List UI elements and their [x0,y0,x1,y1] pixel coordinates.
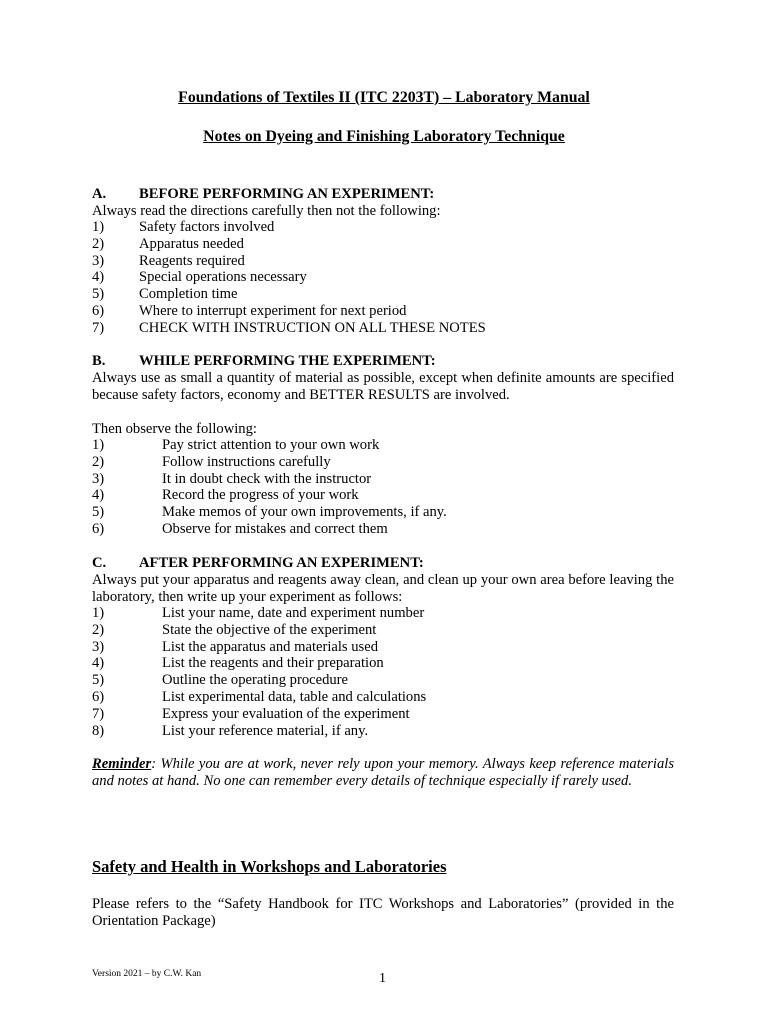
document-title: Foundations of Textiles II (ITC 2203T) – Laboratory Manual [178,89,590,106]
list-item-text: CHECK WITH INSTRUCTION ON ALL THESE NOTES [139,319,486,336]
list-item-text: Express your evaluation of the experiment [162,705,410,722]
list-item-text: List your name, date and experiment number [162,605,425,621]
list-item-text: State the objective of the experiment [162,621,377,638]
list-item-text: List experimental data, table and calculations [162,689,427,705]
list-item-text: Reagents required [139,252,245,269]
reminder-text: : While you are at work, never rely upon your memory. Always keep reference materials and notes at hand. No one can remember every details of technique especially if rarely used. [92,756,674,789]
list-item-number: 3) [92,638,105,655]
list-item-text: List the reagents and their preparation [162,655,384,672]
section-a-heading: BEFORE PERFORMING AN EXPERIMENT: [139,186,435,202]
list-item-number: 4) [92,269,105,286]
list-item-number: 5) [92,672,105,689]
document-subtitle: Notes on Dyeing and Finishing Laboratory Technique [203,128,565,145]
safety-heading: Safety and Health in Workshops and Laboratories [92,857,447,876]
section-c-intro: Always put your apparatus and reagents away clean, and clean up your own area before leaving the laboratory, then write up your experiment as follows: [92,572,674,605]
list-item-text: Where to interrupt experiment for next period [139,303,407,319]
list-item-number: 3) [92,252,105,269]
safety-text: Please refers to the “Safety Handbook for ITC Workshops and Laboratories” (provided in the Orientation Package) [92,896,674,929]
section-b-intro: Always use as small a quantity of material as possible, except when definite amounts are specified because safety factors, economy and BETTER RESULTS are involved. [92,370,674,403]
list-item-text: List your reference material, if any. [162,722,369,739]
section-a-letter: A. [92,186,107,202]
list-item-text: It in doubt check with the instructor [162,470,372,487]
list-item-number: 7) [92,705,105,722]
section-c-letter: C. [92,555,107,571]
reminder-paragraph [92,756,674,790]
section-c-heading: AFTER PERFORMING AN EXPERIMENT: [139,555,424,571]
list-item-number: 3) [92,470,105,487]
list-item-text: Pay strict attention to your own work [162,437,380,453]
list-item-text: Follow instructions carefully [162,453,331,470]
list-item-number: 1) [92,437,105,453]
list-item-number: 4) [92,655,105,672]
list-item-text: List the apparatus and materials used [162,638,378,655]
section-b-heading: WHILE PERFORMING THE EXPERIMENT: [139,353,436,369]
list-item-text: Make memos of your own improvements, if any. [162,504,447,521]
list-item-text: Completion time [139,286,238,303]
reminder-label: Reminder [92,756,152,772]
section-b-letter: B. [92,353,106,369]
list-item-number: 1) [92,605,105,621]
list-item-number: 6) [92,689,105,705]
list-item-number: 5) [92,504,105,521]
section-b-observe: Then observe the following: [92,421,257,437]
list-item-number: 5) [92,286,105,303]
list-item-text: Observe for mistakes and correct them [162,521,388,537]
list-item-number: 6) [92,521,105,537]
list-item-number: 6) [92,303,105,319]
list-item-number: 7) [92,319,105,336]
list-item-number: 4) [92,487,105,504]
section-a-intro: Always read the directions carefully then not the following: [92,203,441,219]
list-item-text: Special operations necessary [139,269,307,286]
list-item-text: Record the progress of your work [162,487,359,504]
page-number: 1 [379,971,386,986]
list-item-text: Apparatus needed [139,235,244,252]
list-item-number: 8) [92,722,105,739]
list-item-number: 2) [92,453,105,470]
list-item-text: Outline the operating procedure [162,672,348,689]
list-item-number: 2) [92,235,105,252]
list-item-number: 2) [92,621,105,638]
footer-version: Version 2021 – by C.W. Kan [92,969,202,979]
list-item-number: 1) [92,219,105,235]
list-item-text: Safety factors involved [139,219,275,235]
